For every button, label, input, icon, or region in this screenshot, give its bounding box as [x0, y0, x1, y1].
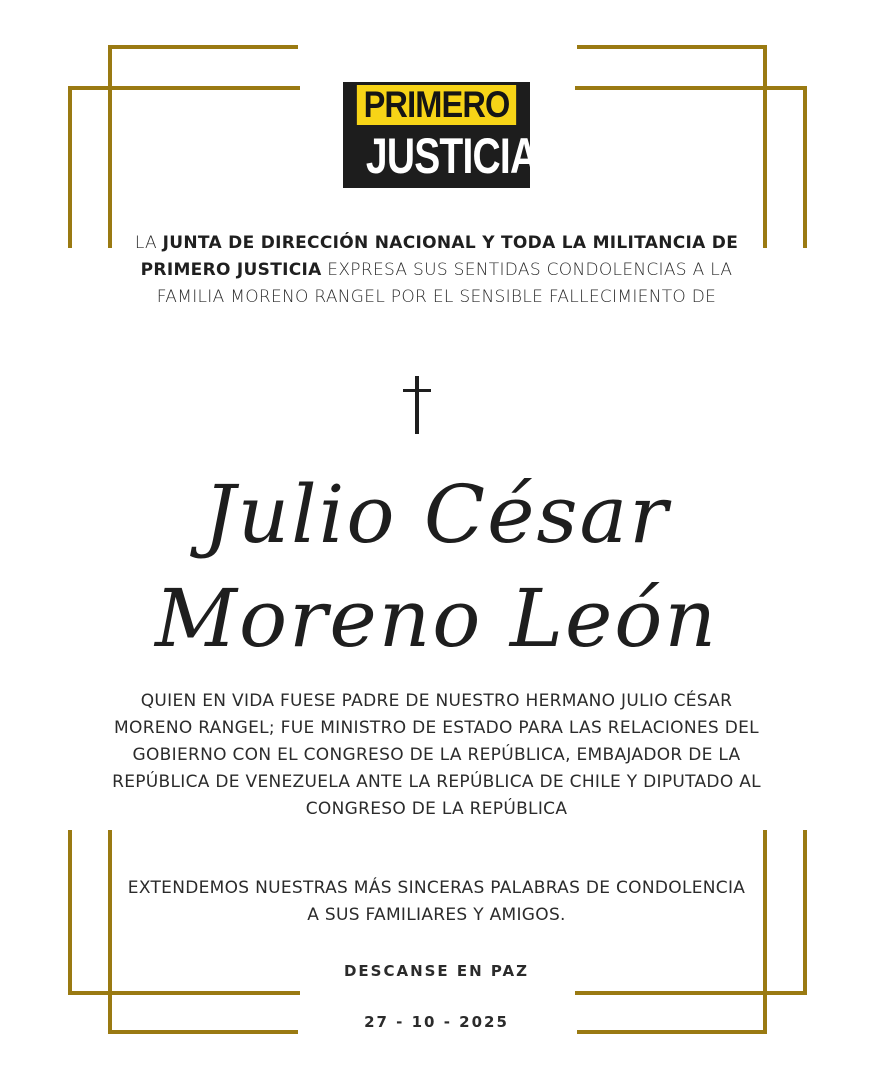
- latin-cross-icon: [401, 376, 433, 434]
- primero-justicia-logo: [343, 82, 538, 188]
- deceased-name-first: Julio César: [203, 468, 670, 561]
- intro-prefix: LA: [134, 233, 163, 253]
- intro-rest: EXPRESA SUS SENTIDAS CONDOLENCIAS A LA FAMILIA MORENO RANGEL POR EL SENSIBLE FALLECIMIENTO DE: [156, 260, 733, 307]
- biography-paragraph: QUIEN EN VIDA FUESE PADRE DE NUESTRO HERMANO JULIO CÉSAR MORENO RANGEL; FUE MINISTRO DE ESTADO PARA LAS RELACIONES DEL GOBIERNO CON EL CONGRESO DE LA REPÚBLICA, EMBAJADOR DE LA REPÚBLICA DE VENEZUELA ANTE LA REPÚBLICA DE CHILE Y DIPUTADO AL CONGRESO DE LA REPÚBLICA: [112, 691, 761, 819]
- logo-line-primero: PRIMERO: [357, 85, 516, 125]
- deceased-name-last: Moreno León: [155, 572, 718, 665]
- intro-bold: JUNTA DE DIRECCIÓN NACIONAL Y TODA LA MILITANCIA DE PRIMERO JUSTICIA: [140, 233, 739, 280]
- closing-paragraph: EXTENDEMOS NUESTRAS MÁS SINCERAS PALABRAS DE CONDOLENCIA A SUS FAMILIARES Y AMIGOS.: [127, 878, 746, 925]
- logo-line-justicia: JUSTICIA: [365, 128, 538, 184]
- intro-paragraph: [120, 230, 753, 311]
- rest-in-peace-text: DESCANSE EN PAZ: [343, 962, 530, 980]
- date-text: 27 - 10 - 2025: [364, 1013, 509, 1031]
